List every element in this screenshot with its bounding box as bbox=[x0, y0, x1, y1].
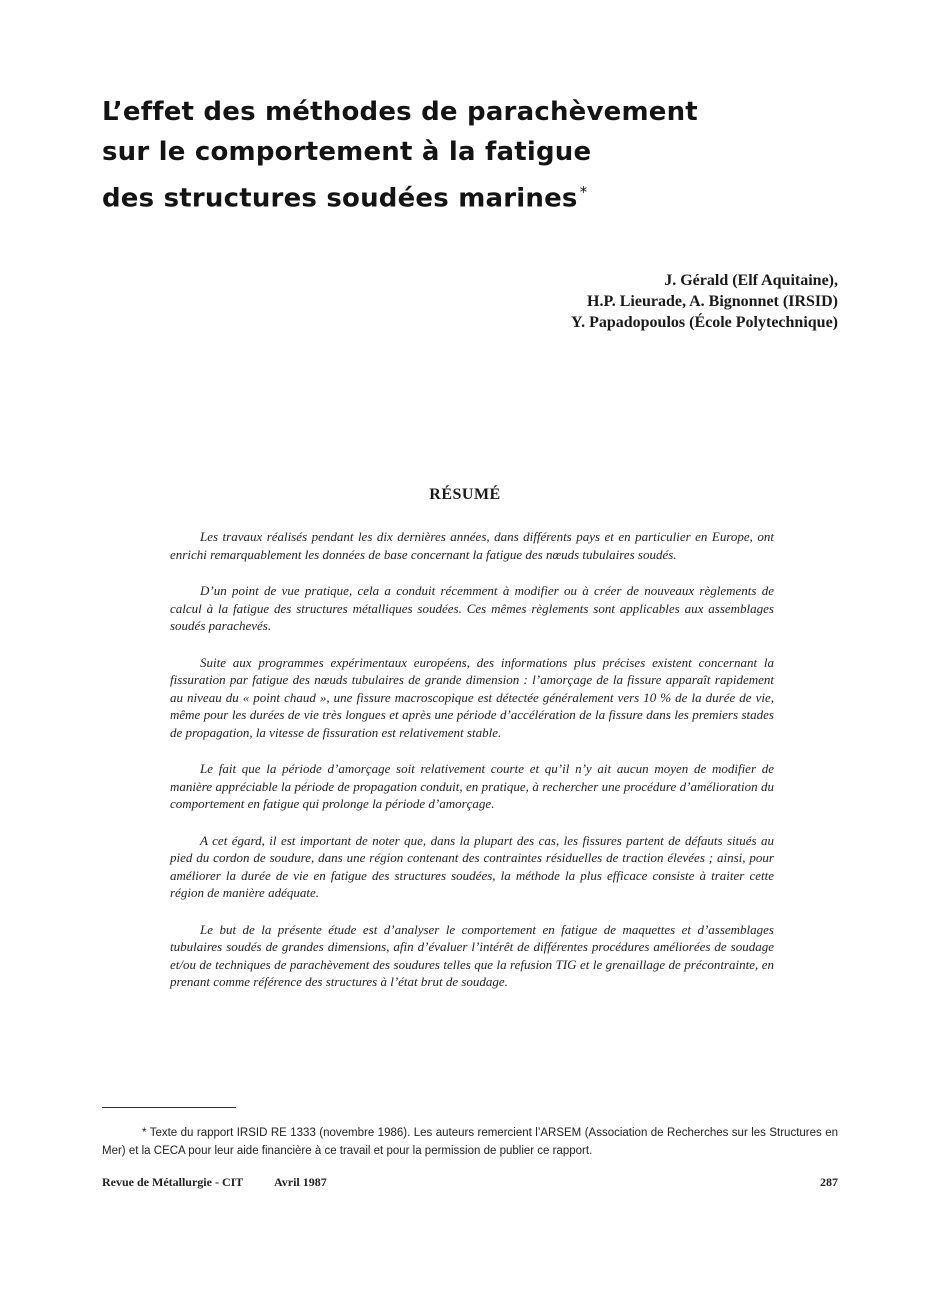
abstract-paragraph: D’un point de vue pratique, cela a conduit récemment à modifier ou à créer de nouveaux règlements de calcul à la fatigue des structures métalliques soudées. Ces mêmes règlements sont applicables aux assemblages soudés parachevés. bbox=[170, 583, 774, 633]
footnote-divider bbox=[102, 1107, 236, 1108]
title-line bbox=[102, 172, 742, 219]
article-title bbox=[102, 92, 742, 219]
abstract-body bbox=[170, 528, 774, 1010]
abstract-paragraph: Suite aux programmes expérimentaux européens, des informations plus précises existent concernant la fissuration par fatigue des nœuds tubulaires de grande dimension : l’amorçage de la fissure apparaît rapidement au niveau du « point chaud », une fissure macroscopique est détectée généralement vers 10 % de la durée de vie, même pour les durées de vie très longues et après une période d’accélération de la fissure dans les premiers stades de propagation, la vitesse de fissuration est relativement stable. bbox=[170, 654, 774, 740]
abstract-paragraph: Le fait que la période d’amorçage soit relativement courte et qu’il n’y ait aucun moyen de modifier de manière appréciable la période de propagation conduit, en pratique, à rechercher une procédure d’amélioration du comportement en fatigue qui prolonge la période d’amorçage. bbox=[170, 761, 774, 811]
abstract-paragraph: A cet égard, il est important de noter que, dans la plupart des cas, les fissures partent de défauts situés au pied du cordon de soudure, dans une région contenant des contraintes résiduelles de traction élevées ; ainsi, pour améliorer la durée de vie en fatigue des structures soudées, la méthode la plus efficace consiste à traiter cette région de manière adéquate. bbox=[170, 832, 774, 900]
footnote: * Texte du rapport IRSID RE 1333 (novembre 1986). Les auteurs remercient l’ARSEM (Association de Recherches sur les Structures en Mer) et la CECA pour leur aide financière à ce travail et pour la permission de publier ce rapport. bbox=[102, 1127, 838, 1157]
title-line: sur le comportement à la fatigue bbox=[102, 137, 592, 167]
abstract-paragraph: Le but de la présente étude est d’analyser le comportement en fatigue de maquettes et d’assemblages tubulaires soudés de grandes dimensions, afin d’évaluer l’intérêt de différentes procédures améliorées de soudage et/ou de techniques de parachèvement des soudures telles que la refusion TIG et le grenaillage de précontrainte, en prenant comme référence des structures à l’état brut de soudage. bbox=[170, 921, 774, 989]
abstract-heading: RÉSUMÉ bbox=[429, 486, 501, 503]
journal-name: Revue de Métallurgie - CIT bbox=[102, 1175, 244, 1189]
author-block bbox=[571, 270, 838, 333]
author-line: H.P. Lieurade, A. Bignonnet (IRSID) bbox=[587, 293, 838, 310]
page-number: 287 bbox=[820, 1175, 838, 1189]
abstract-paragraph: Les travaux réalisés pendant les dix dernières années, dans différents pays et en particulier en Europe, ont enrichi remarquablement les données de base concernant la fatigue des nœuds tubulaires soudés. bbox=[170, 529, 774, 562]
title-footnote-marker: * bbox=[579, 183, 588, 201]
author-line: Y. Papadopoulos (École Polytechnique) bbox=[571, 314, 838, 331]
title-line-text: des structures soudées marines bbox=[102, 183, 578, 214]
issue-date: Avril 1987 bbox=[274, 1175, 327, 1189]
author-line: J. Gérald (Elf Aquitaine), bbox=[664, 272, 838, 289]
title-line: L’effet des méthodes de parachèvement bbox=[102, 97, 698, 127]
